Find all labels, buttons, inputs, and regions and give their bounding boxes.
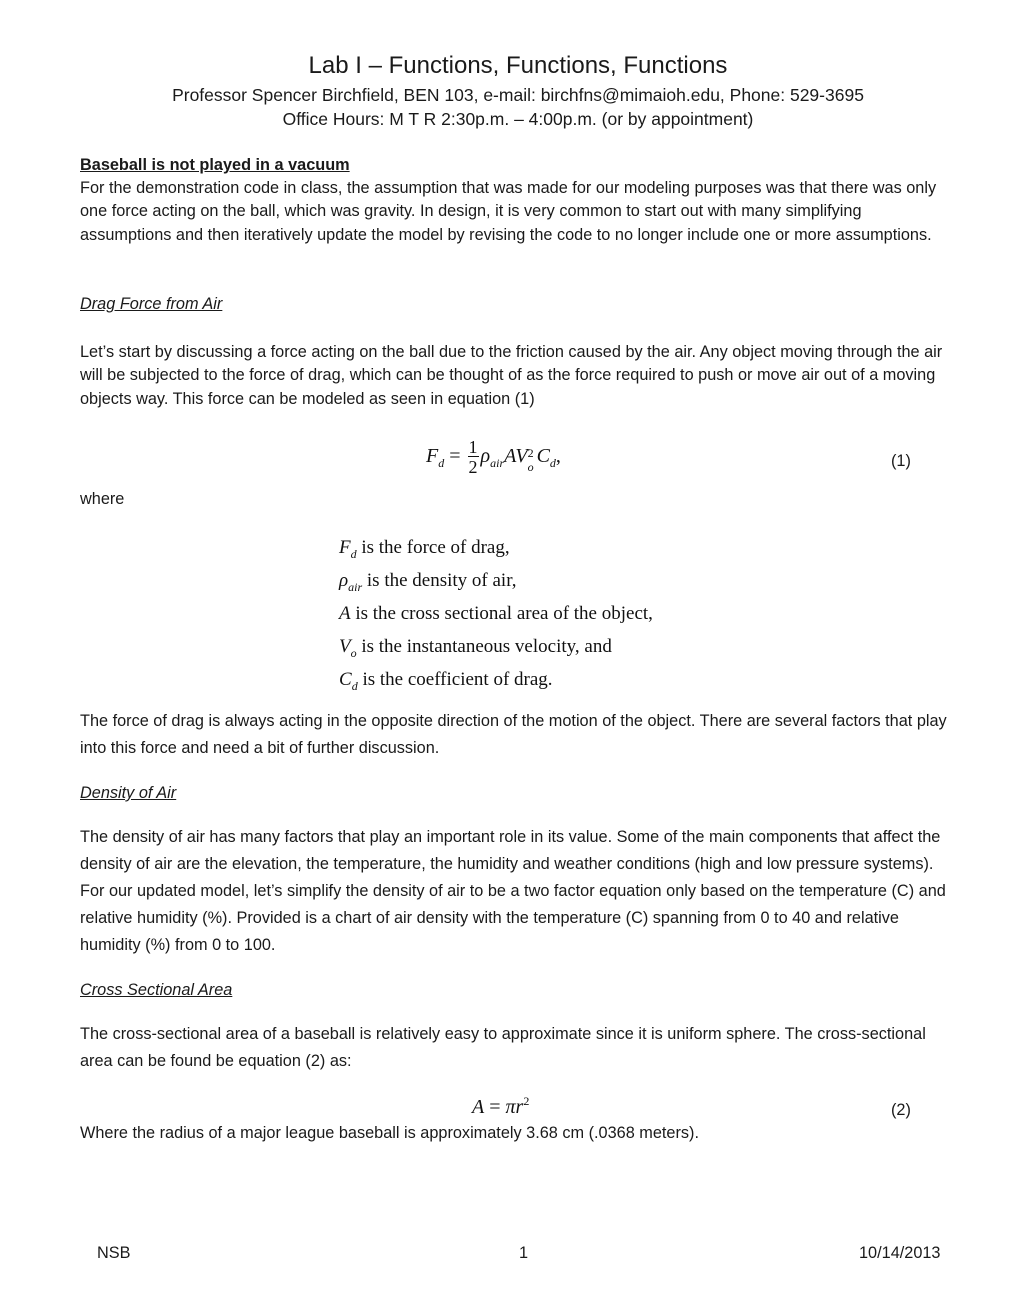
density-paragraph: The density of air has many factors that play an important role in its value. Some of the main components that affect the density of air are the elevation, the temperature, the humidity and weather conditions (high and low pressure systems). For our updated model, let’s simplify the density of air to be a two factor equation only based on the temperature (C) and relative humidity (%). Provided is a chart of air density with the temperature (C) spanning from 0 to 40 and relative humidity (%) from 0 to 100. [80, 828, 946, 954]
eq1-fraction [468, 438, 479, 477]
eq1-coefficient-subscript: d [549, 456, 556, 471]
eq2-superscript: 2 [523, 1094, 530, 1108]
eq1-equals: = [449, 445, 461, 468]
page-title: Lab I – Functions, Functions, Functions [308, 52, 728, 79]
area-equation [472, 1096, 529, 1119]
equation-1-number: (1) [891, 452, 911, 470]
office-hours-line: Office Hours: M T R 2:30p.m. – 4:00p.m. (or by appointment) [282, 109, 754, 129]
drag-equation [426, 438, 561, 477]
subheading-drag-force: Drag Force from Air [80, 295, 223, 313]
subheading-density: Density of Air [80, 784, 177, 802]
eq1-numerator: 1 [468, 437, 478, 457]
eq1-rho: ρ [480, 445, 491, 468]
definition-text: is the force of drag, [356, 537, 510, 558]
eq1-velocity-superscript: 2 [527, 446, 534, 461]
definition-air-density [339, 565, 653, 598]
radius-sentence: Where the radius of a major league baseball is approximately 3.68 cm (.0368 meters). [80, 1124, 699, 1142]
eq1-velocity-subscript: o [527, 460, 534, 475]
definition-drag-force [339, 532, 653, 565]
eq1-velocity: V [515, 445, 528, 468]
eq1-coefficient: C [536, 445, 550, 468]
definition-subscript: air [348, 580, 363, 594]
intro-paragraph: For the demonstration code in class, the assumption that was made for our modeling purposes was that there was only one force acting on the ball, which was gravity. In design, it is very common to start out with many simplifying assumptions and then iteratively update the model by revising the code to no longer include one or more assumptions. [80, 179, 937, 244]
definition-symbol: F [339, 537, 351, 558]
definition-text: is the density of air, [362, 570, 517, 591]
eq2-radius: r [515, 1096, 524, 1118]
eq1-comma: , [555, 445, 561, 468]
definition-subscript: d [351, 679, 358, 693]
definition-symbol: A [339, 603, 351, 624]
footer-initials: NSB [97, 1244, 131, 1262]
definition-text: is the cross sectional area of the object, [350, 603, 653, 624]
definition-symbol: V [339, 636, 351, 657]
where-label: where [80, 490, 125, 508]
footer-page-number: 1 [519, 1244, 529, 1262]
eq1-force-subscript: d [438, 456, 445, 471]
drag-paragraph: Let’s start by discussing a force acting on the ball due to the friction caused by the air. Any object moving through the air will be subjected to the force of drag, which can be thought of as the force required to push or move air out of a moving objects way. This force can be modeled as seen in equation (1) [80, 343, 943, 408]
definition-area [339, 598, 653, 631]
eq1-area: A [504, 445, 516, 468]
eq1-denominator: 2 [468, 457, 478, 477]
contact-line: Professor Spencer Birchfield, BEN 103, e-mail: birchfns@mimaioh.edu, Phone: 529-3695 [172, 85, 864, 105]
definitions-list [339, 532, 653, 697]
drag-direction-paragraph: The force of drag is always acting in the opposite direction of the motion of the object. There are several factors that play into this force and need a bit of further discussion. [80, 712, 947, 757]
cross-section-paragraph: The cross-sectional area of a baseball is relatively easy to approximate since it is uniform sphere. The cross-sectional area can be found be equation (2) as: [80, 1025, 926, 1070]
section-heading-vacuum: Baseball is not played in a vacuum [80, 156, 350, 174]
eq2-equals: = [489, 1096, 501, 1118]
definition-text: is the coefficient of drag. [357, 669, 553, 690]
footer-date: 10/14/2013 [859, 1244, 941, 1262]
definition-text: is the instantaneous velocity, and [356, 636, 612, 657]
equation-2-number: (2) [891, 1101, 911, 1119]
subheading-cross-section: Cross Sectional Area [80, 981, 233, 999]
definition-symbol: C [339, 669, 352, 690]
definition-symbol: ρ [339, 570, 349, 591]
definition-velocity [339, 631, 653, 664]
definition-coefficient [339, 664, 653, 697]
eq2-area: A [472, 1096, 485, 1118]
eq1-force-symbol: F [426, 445, 439, 468]
definition-subscript: d [350, 547, 357, 561]
definition-subscript: o [350, 646, 357, 660]
eq1-rho-subscript: air [490, 456, 505, 471]
eq2-pi: π [505, 1096, 516, 1118]
